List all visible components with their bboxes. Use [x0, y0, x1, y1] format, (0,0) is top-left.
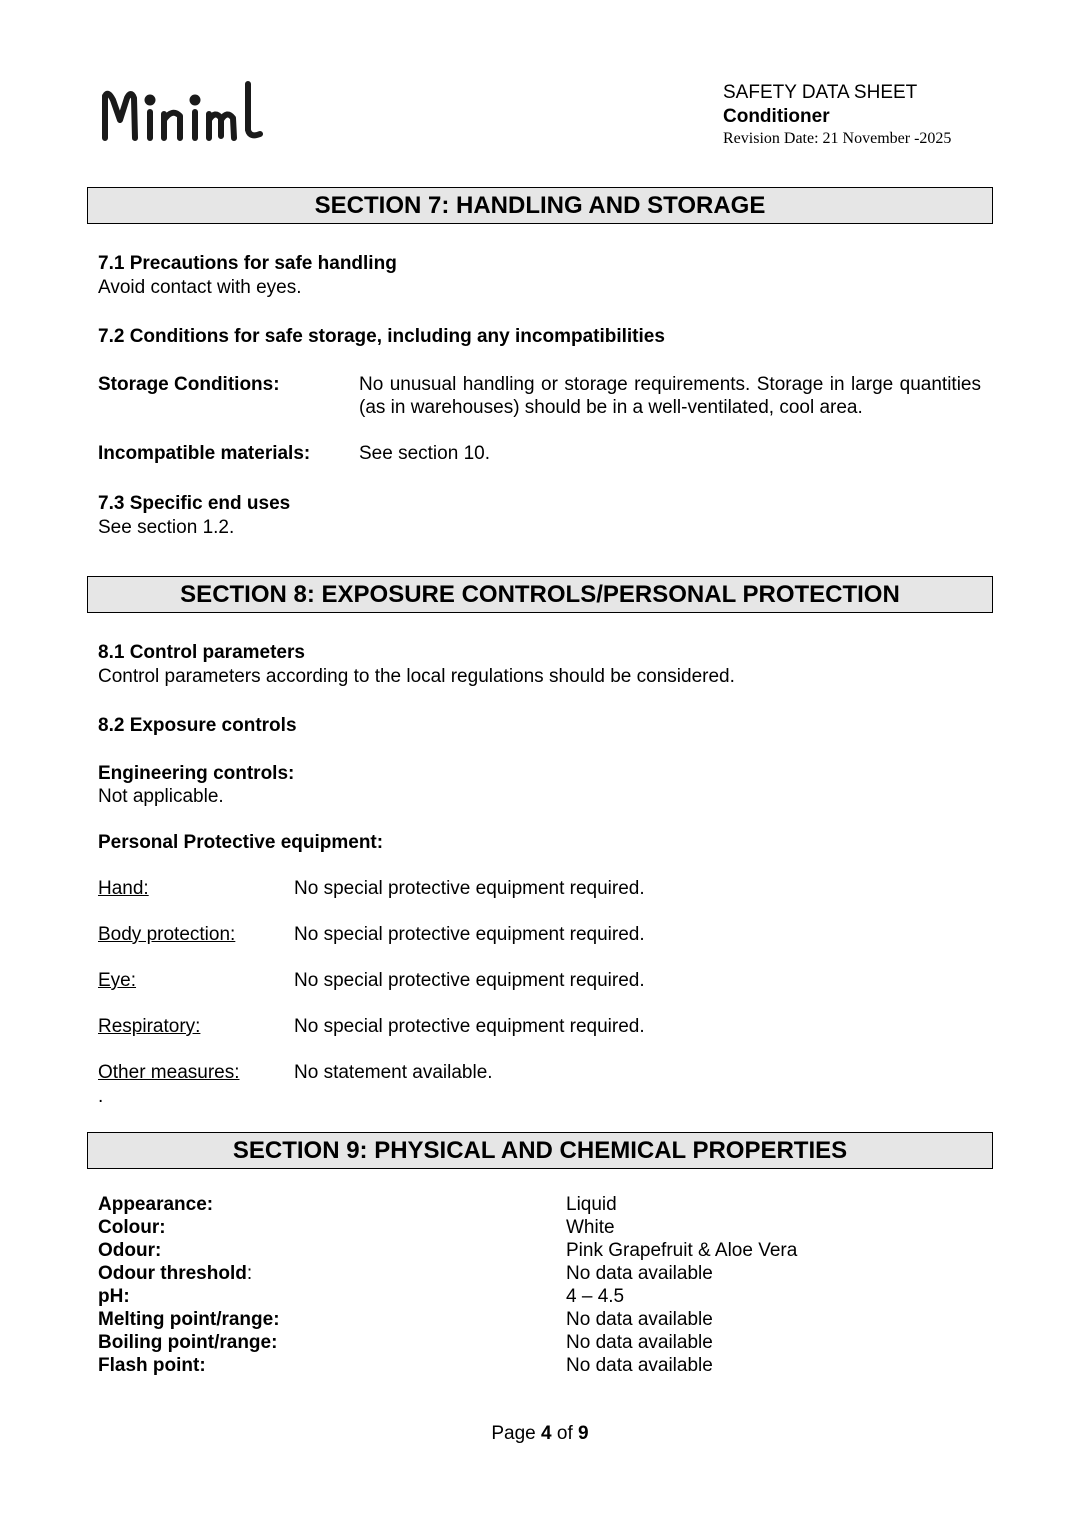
text-8-1: Control parameters according to the local regulations should be considered.: [98, 666, 735, 687]
odour-threshold-label-text: Odour threshold: [98, 1263, 247, 1284]
prop-value-appearance: Liquid: [566, 1194, 617, 1215]
prop-label-boiling-point: Boiling point/range:: [98, 1332, 278, 1353]
prop-value-flash-point: No data available: [566, 1355, 713, 1376]
revision-date: Revision Date: 21 November -2025: [723, 130, 952, 147]
section-8-title: SECTION 8: EXPOSURE CONTROLS/PERSONAL PROTECTION: [87, 576, 993, 613]
prop-label-ph: pH:: [98, 1286, 130, 1307]
prop-value-boiling-point: No data available: [566, 1332, 713, 1353]
prop-value-odour-threshold: No data available: [566, 1263, 713, 1284]
prop-value-odour: Pink Grapefruit & Aloe Vera: [566, 1240, 798, 1261]
incompatible-materials-label: Incompatible materials:: [98, 443, 311, 464]
heading-7-1: 7.1 Precautions for safe handling: [98, 253, 397, 274]
prop-label-melting-point: Melting point/range:: [98, 1309, 280, 1330]
prop-value-ph: 4 – 4.5: [566, 1286, 625, 1307]
ppe-value-body: No special protective equipment required.: [294, 924, 645, 945]
heading-8-2: 8.2 Exposure controls: [98, 715, 297, 736]
ppe-value-eye: No special protective equipment required.: [294, 970, 645, 991]
prop-label-appearance: Appearance:: [98, 1194, 214, 1215]
ppe-label-other: Other measures:: [98, 1062, 240, 1083]
ppe-label-respiratory: Respiratory:: [98, 1016, 201, 1037]
miniml-logo: [100, 78, 265, 148]
prop-value-melting-point: No data available: [566, 1309, 713, 1330]
heading-7-2: 7.2 Conditions for safe storage, including any incompatibilities: [98, 326, 665, 347]
page-total: 9: [578, 1423, 589, 1444]
section-7-title: SECTION 7: HANDLING AND STORAGE: [87, 187, 993, 224]
odour-threshold-colon: :: [246, 1263, 253, 1284]
text-7-1: Avoid contact with eyes.: [98, 277, 302, 298]
heading-7-3: 7.3 Specific end uses: [98, 493, 291, 514]
prop-label-colour: Colour:: [98, 1217, 166, 1238]
ppe-value-respiratory: No special protective equipment required.: [294, 1016, 645, 1037]
storage-conditions-value: No unusual handling or storage requirements. Storage in large quantities (as in warehouses) should be in a well-ventilated, cool area.: [359, 374, 981, 418]
product-name: Conditioner: [723, 106, 830, 127]
heading-8-1: 8.1 Control parameters: [98, 642, 305, 663]
trailing-dot: .: [98, 1086, 104, 1107]
engineering-controls-value: Not applicable.: [98, 786, 224, 807]
storage-conditions-label: Storage Conditions:: [98, 374, 280, 395]
page-prefix: Page: [491, 1423, 536, 1444]
ppe-value-other: No statement available.: [294, 1062, 493, 1083]
prop-label-flash-point: Flash point:: [98, 1355, 206, 1376]
prop-value-colour: White: [566, 1217, 615, 1238]
incompatible-materials-value: See section 10.: [359, 443, 490, 464]
ppe-label-eye: Eye:: [98, 970, 137, 991]
ppe-label-body: Body protection:: [98, 924, 236, 945]
engineering-controls-label: Engineering controls:: [98, 763, 295, 784]
prop-label-odour: Odour:: [98, 1240, 162, 1261]
section-9-title: SECTION 9: PHYSICAL AND CHEMICAL PROPERTIES: [87, 1132, 993, 1169]
ppe-label-hand: Hand:: [98, 878, 149, 899]
ppe-heading: Personal Protective equipment:: [98, 832, 384, 853]
page-current: 4: [541, 1423, 552, 1444]
ppe-value-hand: No special protective equipment required.: [294, 878, 645, 899]
page-of: of: [556, 1423, 573, 1444]
page-number: [0, 1422, 1080, 1445]
prop-label-odour-threshold: [98, 1262, 252, 1285]
text-7-3: See section 1.2.: [98, 517, 235, 538]
doc-type: SAFETY DATA SHEET: [723, 82, 918, 103]
